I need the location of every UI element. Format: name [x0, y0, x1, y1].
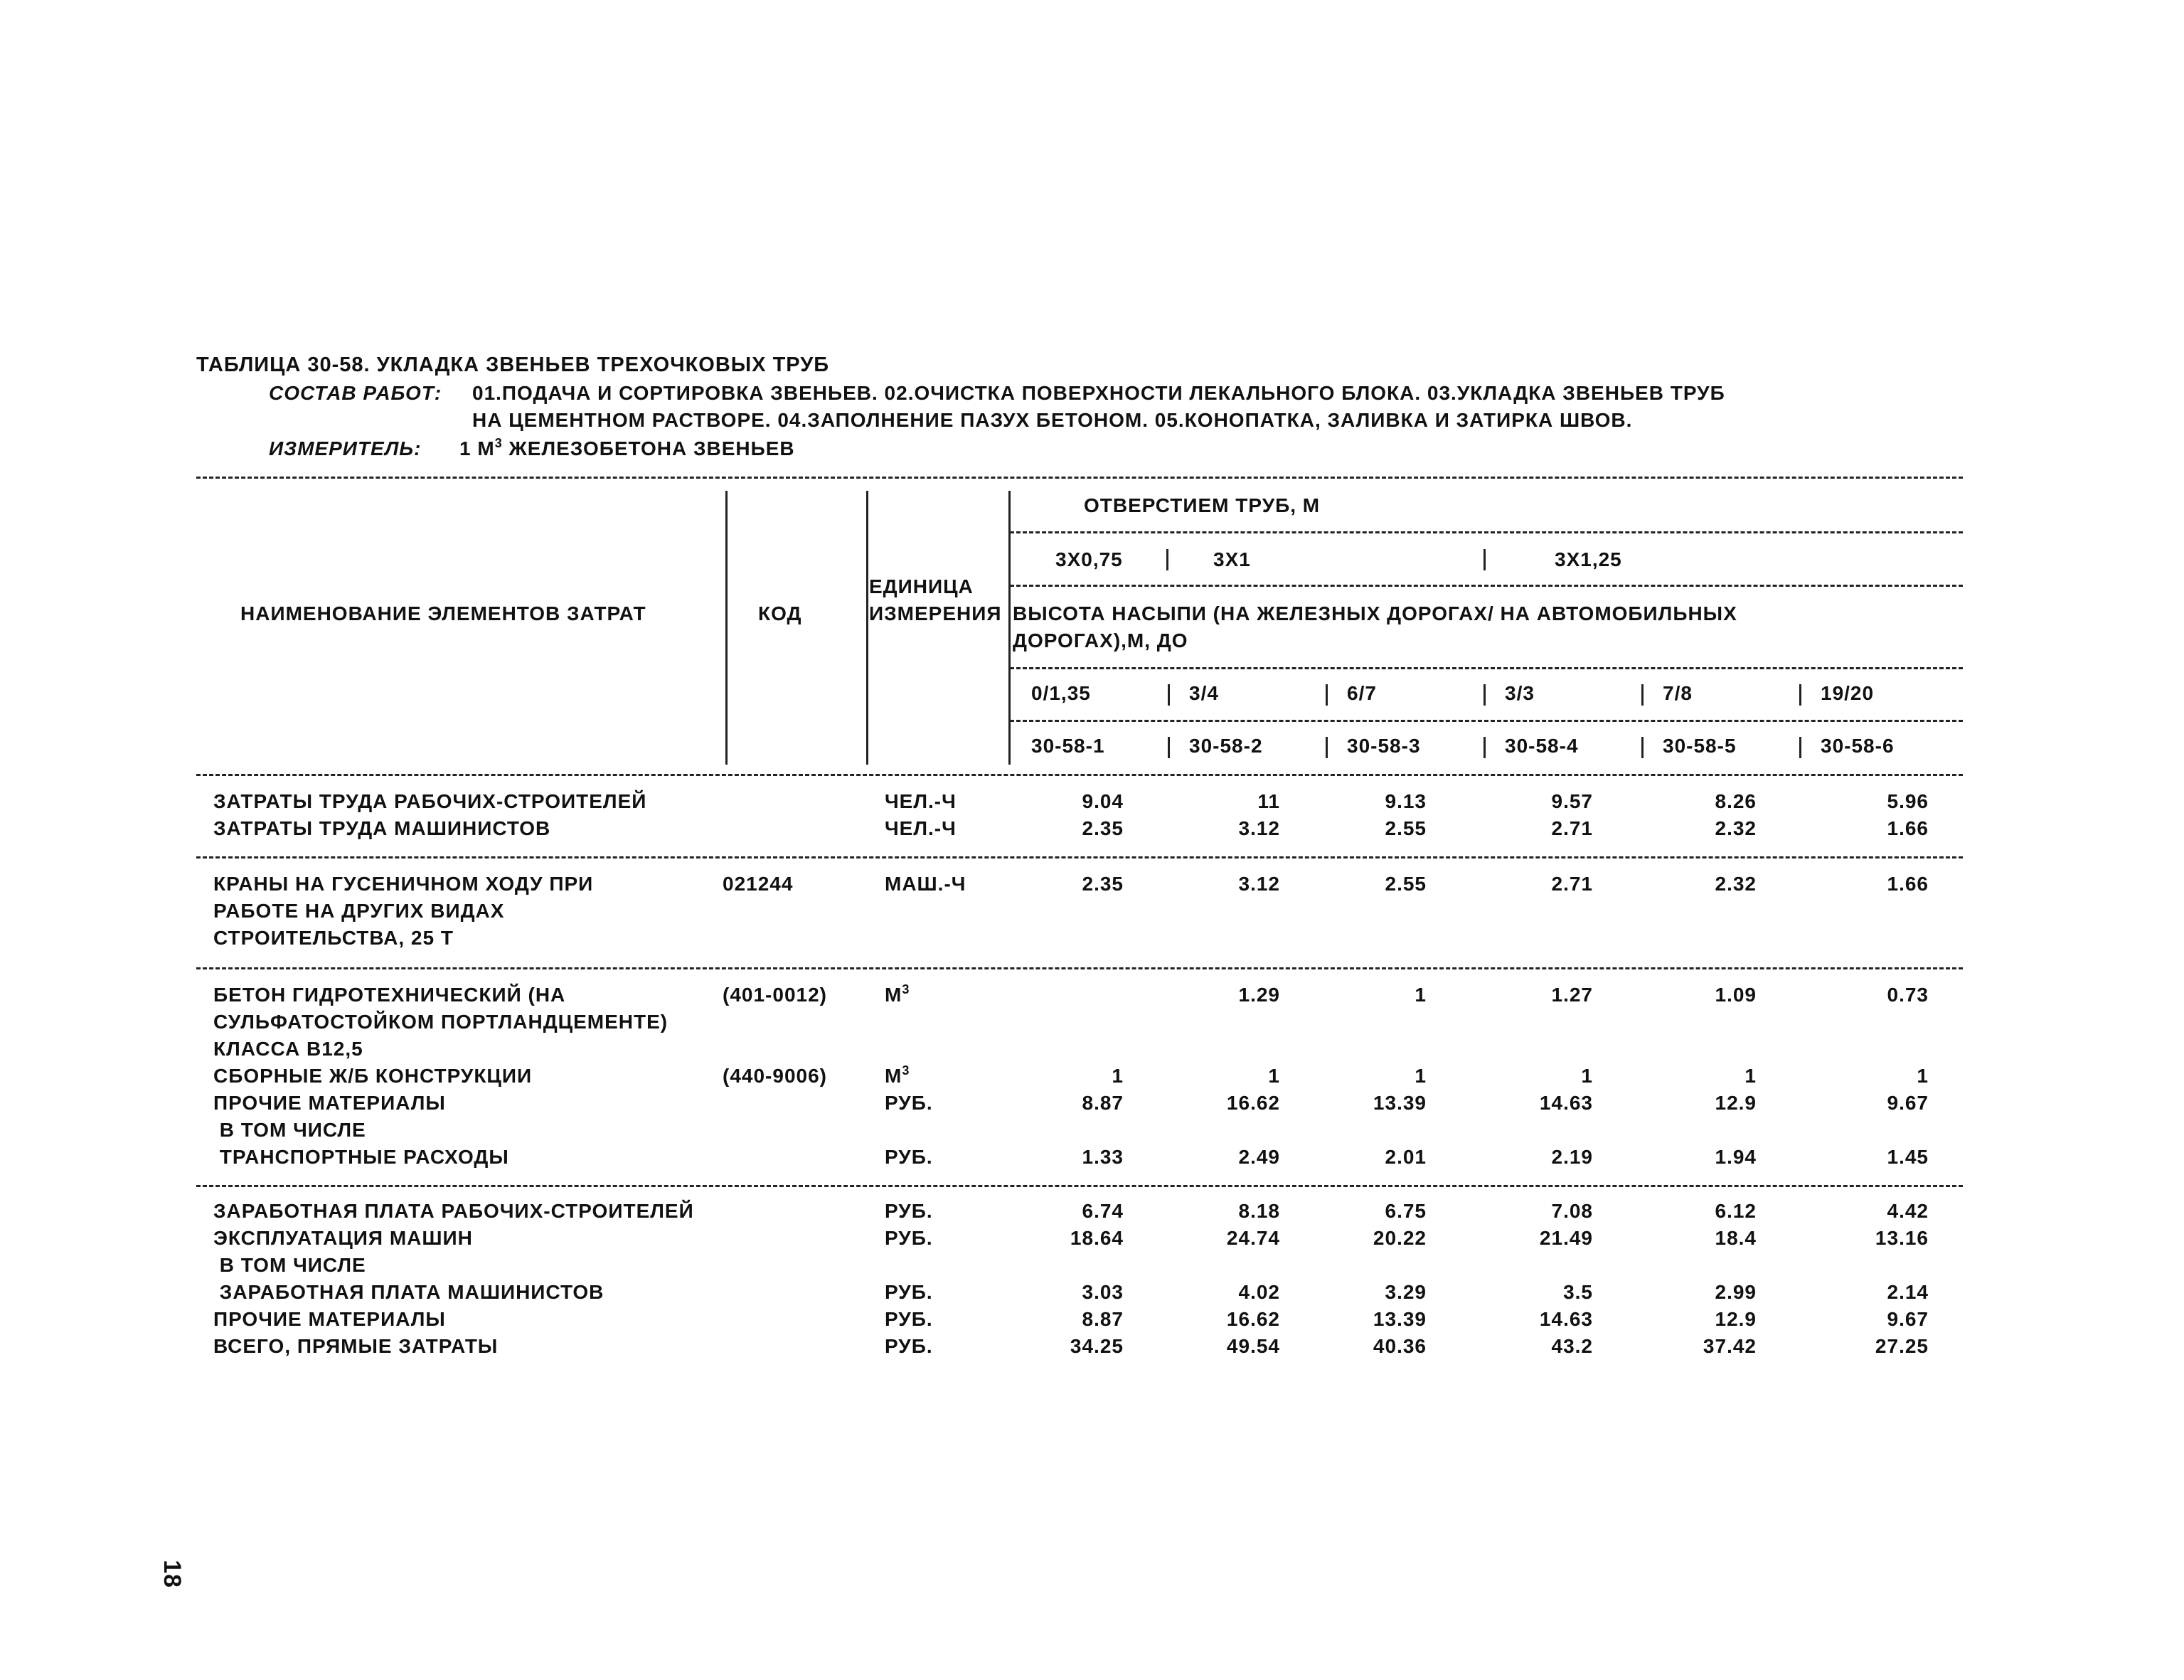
row-name: СТРОИТЕЛЬСТВА, 25 Т — [213, 927, 454, 949]
header-height-3: 6/7 — [1347, 682, 1377, 704]
row-unit-text: РУБ. — [885, 1146, 933, 1168]
row-value: 8.26 — [1715, 790, 1757, 812]
row-unit-superscript: 3 — [902, 982, 910, 996]
row-name: ЗАТРАТЫ ТРУДА МАШИНИСТОВ — [213, 817, 551, 839]
row-value: 12.9 — [1715, 1308, 1757, 1330]
row-unit-text: М — [885, 984, 902, 1006]
row-value: 13.39 — [1373, 1092, 1427, 1114]
row-unit — [885, 1064, 910, 1088]
row-value: 13.16 — [1875, 1227, 1929, 1249]
row-unit-text: РУБ. — [885, 1308, 933, 1330]
row-value: 16.62 — [1226, 1092, 1280, 1114]
row-value: 1.27 — [1551, 984, 1593, 1006]
row-unit-superscript: 3 — [902, 1063, 910, 1078]
composition-label: СОСТАВ РАБОТ: — [269, 382, 442, 404]
row-name: ЗАРАБОТНАЯ ПЛАТА МАШИНИСТОВ — [213, 1281, 604, 1303]
row-value: 37.42 — [1703, 1335, 1757, 1357]
row-unit-text: ЧЕЛ.-Ч — [885, 790, 957, 812]
row-value: 13.39 — [1373, 1308, 1427, 1330]
row-value: 6.75 — [1385, 1200, 1427, 1222]
row-value: 27.25 — [1875, 1335, 1929, 1357]
row-name: СУЛЬФАТОСТОЙКОМ ПОРТЛАНДЦЕМЕНТЕ) — [213, 1011, 668, 1033]
row-value: 49.54 — [1226, 1335, 1280, 1357]
row-unit — [885, 1334, 933, 1359]
row-value: 43.2 — [1551, 1335, 1593, 1357]
header-height-6: 19/20 — [1821, 682, 1875, 704]
row-name: ЭКСПЛУАТАЦИЯ МАШИН — [213, 1227, 473, 1249]
page-number: 18 — [158, 1560, 186, 1588]
row-name: ЗАТРАТЫ ТРУДА РАБОЧИХ-СТРОИТЕЛЕЙ — [213, 790, 647, 812]
header-opening: ОТВЕРСТИЕМ ТРУБ, М — [1084, 494, 1321, 516]
row-name: КРАНЫ НА ГУСЕНИЧНОМ ХОДУ ПРИ — [213, 873, 594, 895]
row-value: 11 — [1257, 790, 1280, 812]
row-value: 2.19 — [1551, 1146, 1593, 1168]
row-unit — [885, 983, 910, 1007]
row-name: ВСЕГО, ПРЯМЫЕ ЗАТРАТЫ — [213, 1335, 499, 1357]
measure-label: ИЗМЕРИТЕЛЬ: — [269, 437, 422, 459]
row-value: 2.71 — [1551, 817, 1593, 839]
header-height-5: 7/8 — [1663, 682, 1693, 704]
row-value: 8.18 — [1238, 1200, 1280, 1222]
row-value: 2.35 — [1082, 817, 1124, 839]
row-unit — [885, 1226, 933, 1250]
row-unit — [885, 790, 957, 814]
row-value: 8.87 — [1082, 1308, 1124, 1330]
row-value: 3.5 — [1563, 1281, 1593, 1303]
row-value: 6.12 — [1715, 1200, 1757, 1222]
row-value: 1 — [1415, 1065, 1427, 1087]
row-value: 12.9 — [1715, 1092, 1757, 1114]
header-code-6: 30-58-6 — [1821, 735, 1895, 757]
row-value: 9.04 — [1082, 790, 1124, 812]
row-value: 2.32 — [1715, 873, 1757, 895]
row-unit — [885, 1145, 933, 1169]
row-value: 18.64 — [1070, 1227, 1124, 1249]
header-unit-line-2: ИЗМЕРЕНИЯ — [869, 602, 1002, 624]
header-height-4: 3/3 — [1505, 682, 1535, 704]
row-value: 3.12 — [1238, 817, 1280, 839]
row-name: БЕТОН ГИДРОТЕХНИЧЕСКИЙ (НА — [213, 984, 566, 1006]
row-value: 5.96 — [1887, 790, 1929, 812]
row-name: ТРАНСПОРТНЫЕ РАСХОДЫ — [213, 1146, 509, 1168]
row-value: 1 — [1112, 1065, 1124, 1087]
row-value: 9.13 — [1385, 790, 1427, 812]
row-value: 34.25 — [1070, 1335, 1124, 1357]
header-unit-line-1: ЕДИНИЦА — [869, 575, 974, 597]
row-value: 1 — [1581, 1065, 1593, 1087]
row-value: 0.73 — [1887, 984, 1929, 1006]
row-value: 14.63 — [1539, 1308, 1593, 1330]
row-value: 21.49 — [1539, 1227, 1593, 1249]
row-unit-text: ЧЕЛ.-Ч — [885, 817, 957, 839]
row-value: 8.87 — [1082, 1092, 1124, 1114]
row-name: ПРОЧИЕ МАТЕРИАЛЫ — [213, 1308, 446, 1330]
row-value: 1 — [1415, 984, 1427, 1006]
row-unit-text: РУБ. — [885, 1335, 933, 1357]
row-value: 2.71 — [1551, 873, 1593, 895]
row-value: 3.03 — [1082, 1281, 1124, 1303]
row-value: 2.14 — [1887, 1281, 1929, 1303]
row-unit — [885, 1199, 933, 1223]
row-value: 1.09 — [1715, 984, 1757, 1006]
row-value: 1.94 — [1715, 1146, 1757, 1168]
row-name: ЗАРАБОТНАЯ ПЛАТА РАБОЧИХ-СТРОИТЕЛЕЙ — [213, 1200, 694, 1222]
row-value: 2.55 — [1385, 873, 1427, 895]
row-name: В ТОМ ЧИСЛЕ — [213, 1254, 366, 1276]
row-value: 2.32 — [1715, 817, 1757, 839]
row-value: 2.99 — [1715, 1281, 1757, 1303]
row-value: 2.35 — [1082, 873, 1124, 895]
row-unit — [885, 1280, 933, 1304]
row-value: 9.67 — [1887, 1092, 1929, 1114]
row-value: 1.66 — [1887, 873, 1929, 895]
row-value: 40.36 — [1373, 1335, 1427, 1357]
row-value: 1 — [1268, 1065, 1280, 1087]
row-code: (401-0012) — [723, 984, 827, 1006]
row-unit-text: РУБ. — [885, 1200, 933, 1222]
row-name: КЛАССА В12,5 — [213, 1038, 363, 1060]
row-name: В ТОМ ЧИСЛЕ — [213, 1119, 366, 1141]
row-value: 1.29 — [1238, 984, 1280, 1006]
row-unit-text: РУБ. — [885, 1281, 933, 1303]
row-value: 1.33 — [1082, 1146, 1124, 1168]
measure-value: 1 $М^3$ ЖЕЛЕЗОБЕТОНА ЗВЕНЬЕВ — [459, 436, 795, 459]
row-value: 14.63 — [1539, 1092, 1593, 1114]
row-value: 6.74 — [1082, 1200, 1124, 1222]
row-value: 7.08 — [1551, 1200, 1593, 1222]
row-name: СБОРНЫЕ Ж/Б КОНСТРУКЦИИ — [213, 1065, 533, 1087]
row-code: (440-9006) — [723, 1065, 827, 1087]
row-value: 1.45 — [1887, 1146, 1929, 1168]
row-name: РАБОТЕ НА ДРУГИХ ВИДАХ — [213, 900, 505, 922]
row-value: 3.12 — [1238, 873, 1280, 895]
header-height-1: 0/1,35 — [1031, 682, 1091, 704]
row-value: 2.01 — [1385, 1146, 1427, 1168]
header-code-5: 30-58-5 — [1663, 735, 1737, 757]
header-code-2: 30-58-2 — [1189, 735, 1263, 757]
row-unit-text: МАШ.-Ч — [885, 873, 966, 895]
header-height-line-2: ДОРОГАХ),М, ДО — [1013, 629, 1188, 652]
row-value: 2.55 — [1385, 817, 1427, 839]
header-name: НАИМЕНОВАНИЕ ЭЛЕМЕНТОВ ЗАТРАТ — [240, 602, 646, 624]
header-size-2: 3Х1 — [1213, 548, 1251, 570]
row-value: 1 — [1917, 1065, 1929, 1087]
row-value: 24.74 — [1226, 1227, 1280, 1249]
composition-line-2: НА ЦЕМЕНТНОМ РАСТВОРЕ. 04.ЗАПОЛНЕНИЕ ПАЗУХ БЕТОНОМ. 05.КОНОПАТКА, ЗАЛИВКА И ЗАТИРКА ШВОВ. — [472, 409, 1633, 431]
row-unit-text: РУБ. — [885, 1227, 933, 1249]
row-value: 4.02 — [1238, 1281, 1280, 1303]
row-unit — [885, 1091, 933, 1115]
row-value: 9.57 — [1551, 790, 1593, 812]
header-code-3: 30-58-3 — [1347, 735, 1421, 757]
composition-line-1: 01.ПОДАЧА И СОРТИРОВКА ЗВЕНЬЕВ. 02.ОЧИСТКА ПОВЕРХНОСТИ ЛЕКАЛЬНОГО БЛОКА. 03.УКЛАДКА ЗВЕНЬЕВ ТРУБ — [472, 382, 1725, 404]
header-height-2: 3/4 — [1189, 682, 1219, 704]
header-size-3: 3Х1,25 — [1555, 548, 1622, 570]
row-unit — [885, 872, 966, 896]
row-code: 021244 — [723, 873, 794, 895]
row-value: 9.67 — [1887, 1308, 1929, 1330]
row-value: 1.66 — [1887, 817, 1929, 839]
row-unit-text: М — [885, 1065, 902, 1087]
header-code-1: 30-58-1 — [1031, 735, 1105, 757]
row-name: ПРОЧИЕ МАТЕРИАЛЫ — [213, 1092, 446, 1114]
row-unit-text: РУБ. — [885, 1092, 933, 1114]
row-value: 2.49 — [1238, 1146, 1280, 1168]
row-value: 20.22 — [1373, 1227, 1427, 1249]
row-value: 18.4 — [1715, 1227, 1757, 1249]
table-title: ТАБЛИЦА 30-58. УКЛАДКА ЗВЕНЬЕВ ТРЕХОЧКОВЫХ ТРУБ — [196, 353, 830, 376]
header-size-1: 3Х0,75 — [1055, 548, 1123, 570]
row-value: 1 — [1744, 1065, 1757, 1087]
row-unit — [885, 817, 957, 841]
header-code: КОД — [758, 602, 802, 624]
row-value: 16.62 — [1226, 1308, 1280, 1330]
row-value: 3.29 — [1385, 1281, 1427, 1303]
row-unit — [885, 1307, 933, 1331]
row-value: 4.42 — [1887, 1200, 1929, 1222]
header-height-line-1: ВЫСОТА НАСЫПИ (НА ЖЕЛЕЗНЫХ ДОРОГАХ/ НА АВТОМОБИЛЬНЫХ — [1013, 602, 1737, 624]
header-code-4: 30-58-4 — [1505, 735, 1579, 757]
